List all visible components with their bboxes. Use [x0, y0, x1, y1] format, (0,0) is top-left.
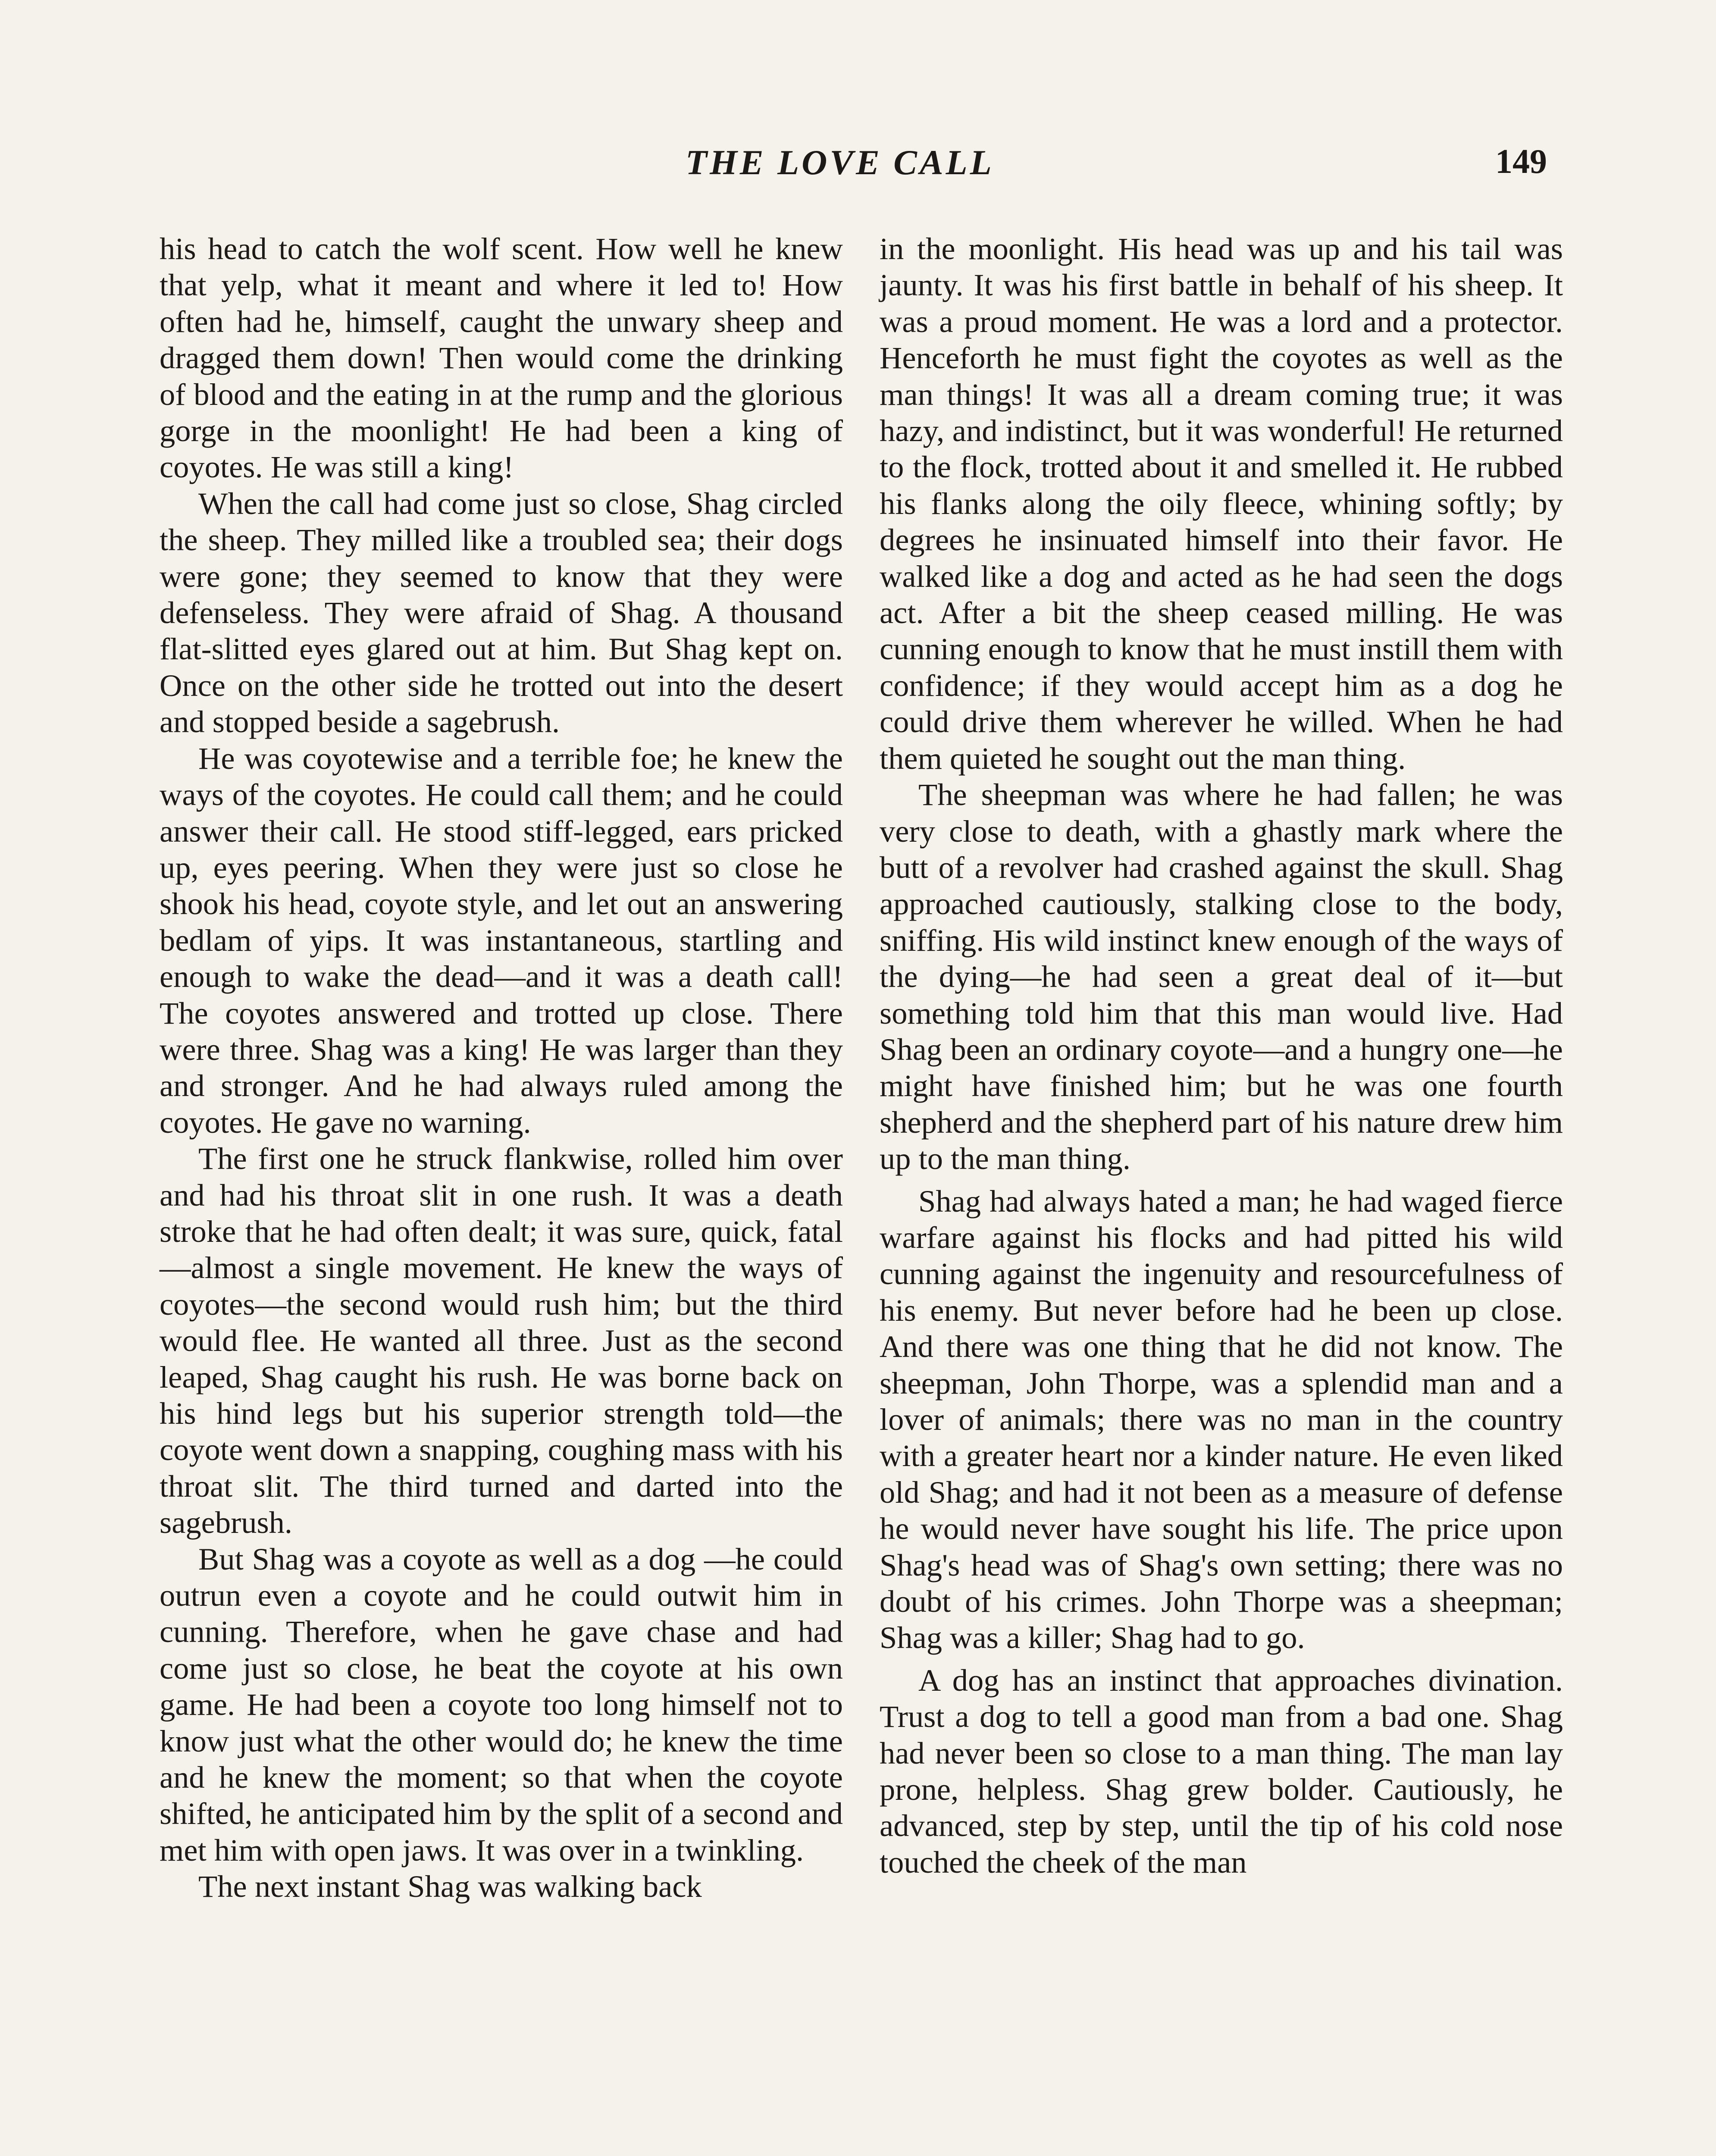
paragraph: A dog has an instinct that approaches divination. Trust a dog to tell a good man from a bad one. Shag had never been so close to a man thing. The man lay prone, helpless. Shag grew bolder. Cautiously, he advanced, step by step, until the tip of his cold nose touched the cheek of the man — [880, 1662, 1563, 1880]
running-title: THE LOVE CALL — [686, 143, 994, 182]
paragraph: The sheepman was where he had fallen; he was very close to death, with a ghastly mark where the butt of a revolver had crashed against the skull. Shag approached cautiously, stalking close to the body, sniffing. His wild instinct knew enough of the ways of the dying—he had seen a great deal of it—but something told him that this man would live. Had Shag been an ordinary coyote—and a hungry one—he might have finished him; but he was one fourth shepherd and the shepherd part of his nature drew him up to the man thing. — [880, 777, 1563, 1176]
paragraph: Shag had always hated a man; he had waged fierce warfare against his flocks and had pitted his wild cunning against the ingenuity and resourcefulness of his enemy. But never before had he been up close. And there was one thing that he did not know. The sheepman, John Thorpe, was a splendid man and a lover of animals; there was no man in the country with a greater heart nor a kinder nature. He even liked old Shag; and had it not been as a measure of defense he would never have sought his life. The price upon Shag's head was of Shag's own setting; there was no doubt of his crimes. John Thorpe was a sheepman; Shag was a killer; Shag had to go. — [880, 1183, 1563, 1655]
paragraph: He was coyotewise and a terrible foe; he knew the ways of the coyotes. He could call them; and he could answer their call. He stood stiff-legged, ears pricked up, eyes peering. When they were just so close he shook his head, coyote style, and let out an answering bedlam of yips. It was instantaneous, startling and enough to wake the dead—and it was a death call! The coyotes answered and trotted up close. There were three. Shag was a king! He was larger than they and stronger. And he had always ruled among the coyotes. He gave no warning. — [160, 740, 843, 1140]
paragraph: in the moonlight. His head was up and his tail was jaunty. It was his first battle in behalf of his sheep. It was a proud moment. He was a lord and a protector. Henceforth he must fight the coyotes as well as the man things! It was all a dream coming true; it was hazy, and indistinct, but it was wonderful! He returned to the flock, trotted about it and smelled it. He rubbed his flanks along the oily fleece, whining softly; by degrees he insinuated himself into their favor. He walked like a dog and acted as he had seen the dogs act. After a bit the sheep ceased milling. He was cunning enough to know that he must instill them with confidence; if they would accept him as a dog he could drive them wherever he willed. When he had them quieted he sought out the man thing. — [880, 231, 1563, 776]
paragraph: But Shag was a coyote as well as a dog —he could outrun even a coyote and he could outwit him in cunning. Therefore, when he gave chase and had come just so close, he beat the coyote at his own game. He had been a coyote too long himself not to know just what the other would do; he knew the time and he knew the moment; so that when the coyote shifted, he anticipated him by the split of a second and met him with open jaws. It was over in a twinkling. — [160, 1541, 843, 1868]
paragraph: The next instant Shag was walking back — [198, 1869, 702, 1904]
paragraph: The first one he struck flankwise, rolled him over and had his throat slit in one rush. It was a death stroke that he had often dealt; it was sure, quick, fatal—almost a single movement. He knew the ways of coyotes—the second would rush him; but the third would flee. He wanted all three. Just as the second leaped, Shag caught his rush. He was borne back on his hind legs but his superior strength told—the coyote went down a snapping, coughing mass with his throat slit. The third turned and darted into the sagebrush. — [160, 1141, 843, 1540]
paragraph: his head to catch the wolf scent. How well he knew that yelp, what it meant and where it led to! How often had he, himself, caught the unwary sheep and dragged them down! Then would come the drinking of blood and the eating in at the rump and the glorious gorge in the moonlight! He had been a king of coyotes. He was still a king! — [160, 231, 843, 485]
page-number: 149 — [1495, 143, 1547, 181]
left-text-column — [160, 231, 843, 2156]
paragraph: When the call had come just so close, Shag circled the sheep. They milled like a troubled sea; their dogs were gone; they seemed to know that they were defenseless. They were afraid of Shag. A thousand flat-slitted eyes glared out at him. But Shag kept on. Once on the other side he trotted out into the desert and stopped beside a sagebrush. — [160, 486, 843, 740]
page-header — [0, 134, 1716, 203]
right-text-column — [880, 231, 1563, 2156]
